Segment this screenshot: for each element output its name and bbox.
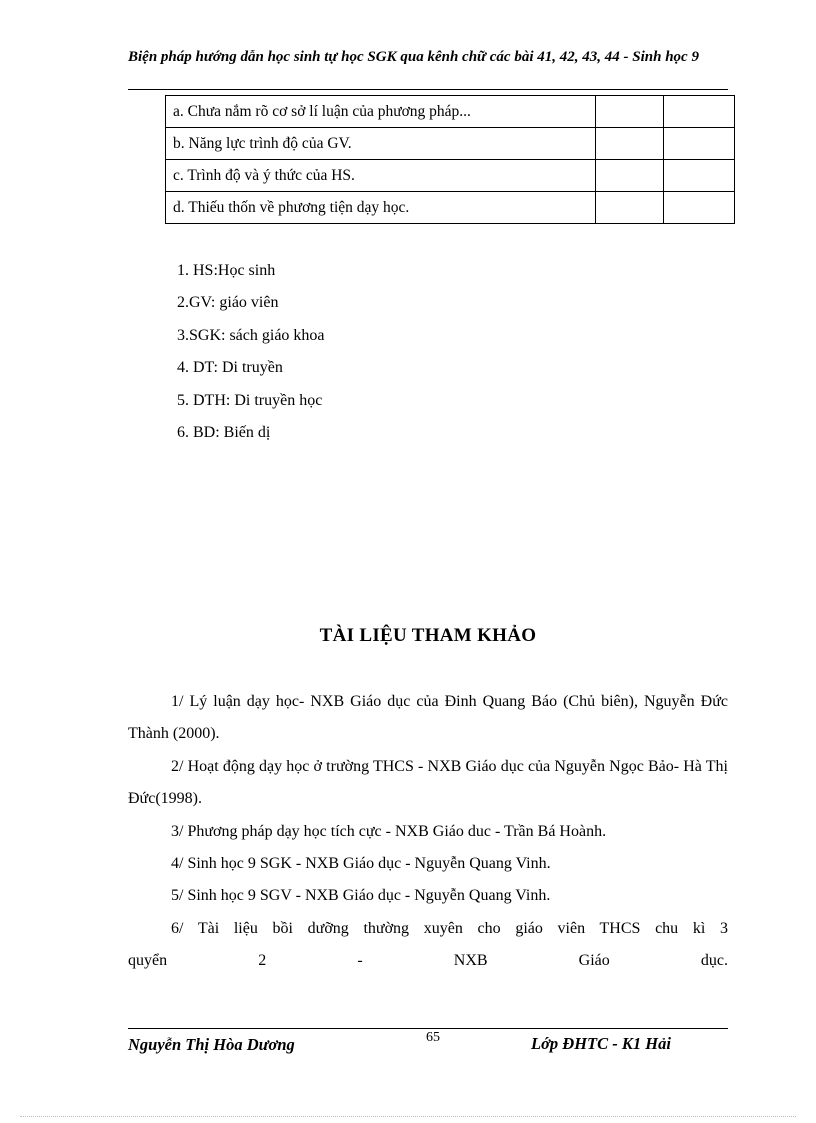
table-row — [166, 128, 735, 160]
references-title: TÀI LIỆU THAM KHẢO — [319, 625, 537, 646]
list-item: 3.SGK: sách giáo khoa — [177, 326, 325, 344]
reference-item-continuation — [128, 945, 728, 977]
footer-rule — [128, 1028, 728, 1029]
reference-item: 5/ Sinh học 9 SGV - NXB Giáo dục - Nguyễn Quang Vinh. — [171, 887, 551, 905]
page-number: 65 — [426, 1030, 440, 1045]
word: Giáo — [578, 952, 610, 970]
list-item: 1. HS:Học sinh — [177, 262, 276, 279]
table-row — [166, 96, 735, 128]
word: dục. — [700, 952, 728, 970]
footer-author: Nguyễn Thị Hòa Dương — [128, 1035, 295, 1054]
table-cell-empty — [596, 192, 663, 224]
abbreviation-list — [177, 259, 325, 453]
list-item: 4. DT: Di truyền — [177, 359, 283, 377]
header-rule — [128, 89, 728, 90]
reference-item: 6/ Tài liệu bồi dưỡng thường xuyên cho giáo viên THCS chu kì 3 — [171, 919, 728, 937]
word: - — [357, 952, 363, 970]
running-header: Biện pháp hướng dẫn học sinh tự học SGK qua kênh chữ các bài 41, 42, 43, 44 - Sinh học 9 — [128, 49, 699, 65]
page-bottom-divider — [20, 1116, 796, 1117]
table-cell-empty — [663, 128, 734, 160]
word: quyển — [128, 952, 168, 970]
table-cell-empty — [596, 96, 663, 128]
reference-item: 2/ Hoạt động dạy học ở trường THCS - NXB Giáo dục của Nguyễn Ngọc Bảo- Hà Thị Đức(1998). — [128, 757, 728, 808]
table-cell-empty — [663, 160, 734, 192]
reference-item: 3/ Phương pháp dạy học tích cực - NXB Giáo duc - Trần Bá Hoành. — [171, 822, 607, 840]
table-cell-empty — [663, 192, 734, 224]
list-item: 6. BD: Biến dị — [177, 423, 271, 441]
survey-table — [165, 95, 735, 224]
table-cell-reason: d. Thiếu thốn về phương tiện dạy học. — [166, 192, 596, 224]
table-cell-reason: b. Năng lực trình độ của GV. — [166, 128, 596, 160]
footer-class: Lớp ĐHTC - K1 Hải — [531, 1034, 671, 1053]
table-cell-empty — [596, 128, 663, 160]
list-item: 2.GV: giáo viên — [177, 294, 279, 312]
table-cell-empty — [596, 160, 663, 192]
reference-list — [128, 686, 728, 978]
word: 2 — [258, 952, 267, 970]
word: NXB — [453, 952, 488, 970]
table-row — [166, 160, 735, 192]
table-cell-reason: a. Chưa nắm rõ cơ sở lí luận của phương pháp... — [166, 96, 596, 128]
reference-item: 1/ Lý luận dạy học- NXB Giáo dục của Đinh Quang Báo (Chủ biên), Nguyễn Đức Thành (2000). — [128, 693, 728, 743]
list-item: 5. DTH: Di truyền học — [177, 391, 323, 409]
table-cell-empty — [663, 96, 734, 128]
table-row — [166, 192, 735, 224]
reference-item: 4/ Sinh học 9 SGK - NXB Giáo dục - Nguyễn Quang Vinh. — [171, 855, 551, 873]
table-cell-reason: c. Trình độ và ý thức của HS. — [166, 160, 596, 192]
